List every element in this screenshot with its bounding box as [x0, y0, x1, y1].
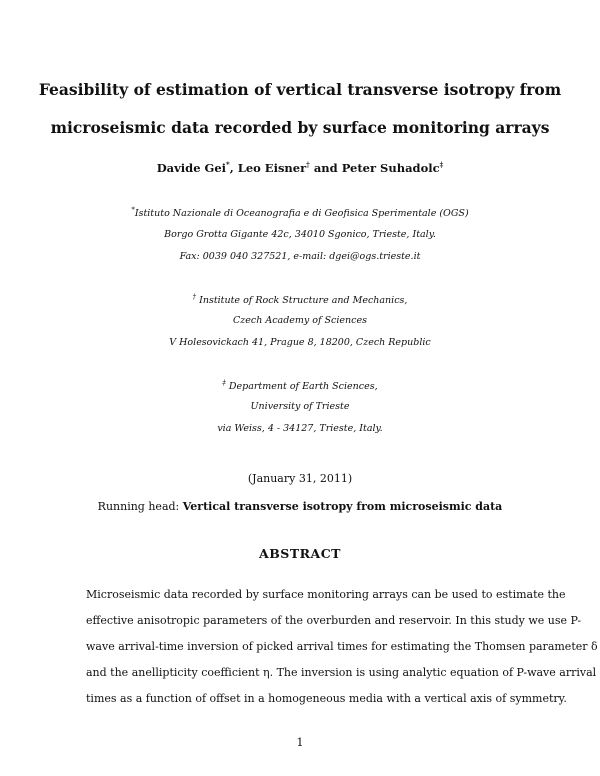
affiliation-1-line-3: Fax: 0039 040 327521, e-mail: dgei@ogs.trieste.it	[179, 251, 421, 262]
abstract-line: and the anellipticity coefficient η. The inversion is using analytic equation of P-wave arrival	[86, 666, 597, 679]
author-mark: *	[226, 160, 230, 169]
date: (January 31, 2011)	[247, 472, 353, 485]
separator: ,	[229, 160, 238, 175]
running-head-text: Vertical transverse isotropy from microseismic data	[182, 500, 503, 513]
affiliation-mark: †	[192, 293, 197, 301]
running-head-label: Running head:	[97, 500, 183, 513]
separator: and	[309, 160, 342, 175]
title-line-1: Feasibility of estimation of vertical transverse isotropy from	[38, 80, 562, 99]
author-mark: ‡	[439, 160, 444, 169]
abstract-line: wave arrival-time inversion of picked arrival times for estimating the Thomsen parameter δ	[86, 640, 598, 653]
abstract-heading: ABSTRACT	[259, 546, 341, 561]
affiliation-mark: ‡	[222, 379, 226, 387]
affiliation-text: Istituto Nazionale di Oceanografia e di Geofisica Sperimentale (OGS)	[134, 208, 469, 220]
authors	[0, 160, 600, 175]
affiliation-2-line-3: V Holesovickach 41, Prague 8, 18200, Czech Republic	[169, 337, 431, 348]
author-mark: †	[306, 160, 310, 169]
affiliation-2-line-2: Czech Academy of Sciences	[233, 315, 367, 326]
running-head	[0, 500, 600, 513]
abstract-line: Microseismic data recorded by surface monitoring arrays can be used to estimate the	[86, 588, 566, 601]
affiliation-3-line-2: University of Trieste	[250, 401, 350, 412]
affiliation-3-line-3: via Weiss, 4 - 34127, Trieste, Italy.	[217, 423, 383, 434]
author-name: Davide Gei	[156, 160, 227, 175]
affiliation-1-line-2: Borgo Grotta Gigante 42c, 34010 Sgonico, Trieste, Italy.	[164, 229, 436, 240]
abstract-line: effective anisotropic parameters of the overburden and reservoir. In this study we use P-	[86, 614, 582, 627]
affiliation-3-line-1	[0, 379, 600, 392]
affiliation-2-line-1	[0, 293, 600, 306]
page-number: 1	[296, 736, 304, 749]
affiliation-text: Institute of Rock Structure and Mechanics,	[199, 295, 408, 307]
affiliation-mark: *	[131, 206, 135, 214]
affiliation-1-line-1	[0, 206, 600, 219]
author-name: Leo Eisner	[237, 160, 307, 175]
author-name: Peter Suhadolc	[341, 160, 440, 175]
abstract-line: times as a function of offset in a homogeneous media with a vertical axis of symmetry.	[86, 692, 567, 705]
affiliation-text: Department of Earth Sciences,	[228, 381, 378, 393]
title-line-2: microseismic data recorded by surface monitoring arrays	[50, 118, 550, 137]
